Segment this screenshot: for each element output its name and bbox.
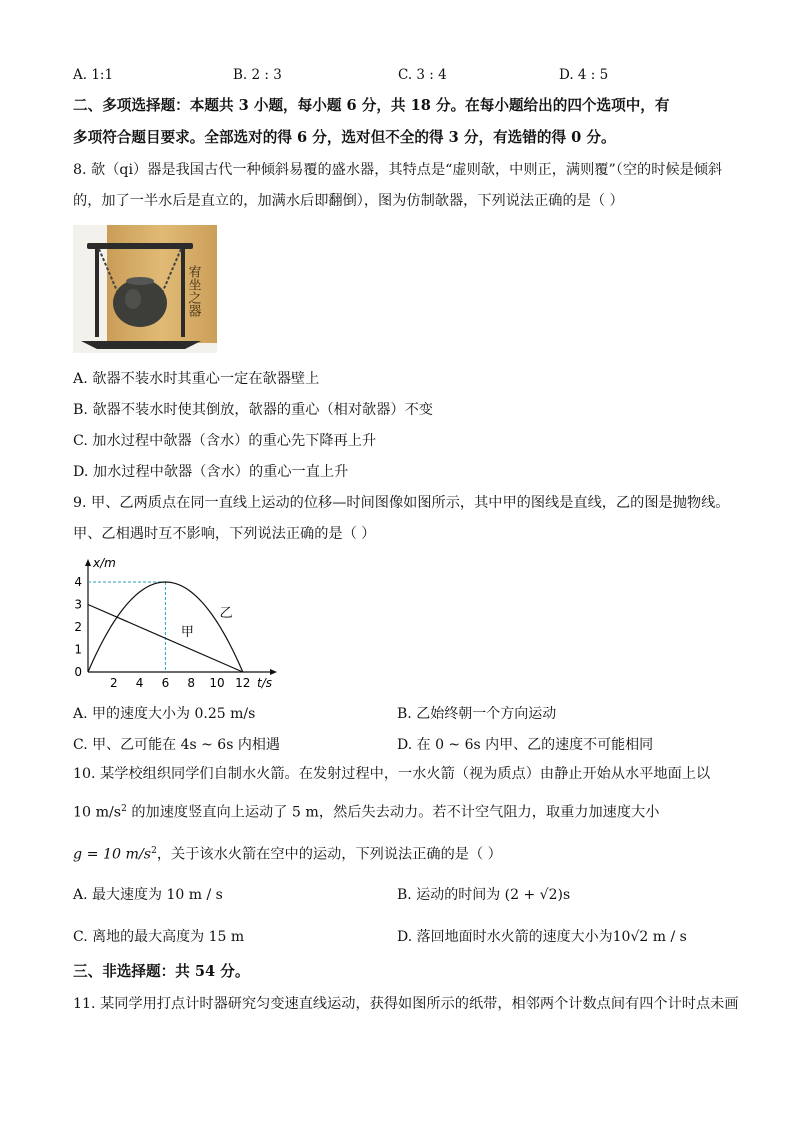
series-jia-label: 甲: [180, 625, 194, 640]
q10-option-d-math: 10√2 m / s: [612, 929, 687, 945]
calligraphy-label: [186, 265, 202, 318]
q11-stem-line1: 11. 某同学用打点计时器研究匀变速直线运动，获得如图所示的纸带，相邻两个计数点间有四个计时点未画: [73, 996, 739, 1012]
q10-stem-line2: 10 $m/s^2$ 的加速度竖直向上运动了 5 m，然后失去动力。若不计空气阻力，取重力加速度大小: [73, 804, 660, 821]
position-time-graph: [70, 555, 282, 695]
x-tick-label: 12: [235, 676, 251, 690]
q8-option-d: D. 加水过程中欹器（含水）的重心一直上升: [73, 464, 349, 480]
q9-option-a: A. 甲的速度大小为 0.25 m/s: [73, 706, 256, 722]
q9-option-c: C. 甲、乙可能在 4s ~ 6s 内相遇: [73, 737, 280, 753]
q8-stem-line1: 8. 欹（qi）器是我国古代一种倾斜易覆的盛水器，其特点是“虚则欹，中则正，满则覆”（空的时候是倾斜: [73, 162, 723, 178]
y-tick-label: 2: [74, 620, 82, 634]
q8-option-b: B. 欹器不装水时使其倒放，欹器的重心（相对欹器）不变: [73, 402, 433, 418]
y-tick-label: 3: [74, 597, 82, 612]
x-tick-label: 2: [109, 676, 118, 690]
svg-text:宥坐之器: 宥坐之器: [185, 265, 201, 317]
x-tick-label: 10: [209, 676, 225, 690]
x-axis-label: t/s: [257, 676, 272, 690]
q9-option-d: D. 在 0 ~ 6s 内甲、乙的速度不可能相同: [397, 737, 654, 753]
q10-option-c: C. 离地的最大高度为 15 m: [73, 929, 245, 945]
q8-option-c: C. 加水过程中欹器（含水）的重心先下降再上升: [73, 433, 377, 449]
q9-stem-line1: 9. 甲、乙两质点在同一直线上运动的位移—时间图像如图所示，其中甲的图线是直线，乙的图是抛物线。: [73, 495, 730, 511]
x-tick-label: 6: [161, 676, 170, 690]
x-tick-label: 4: [135, 676, 144, 690]
q9-option-b: B. 乙始终朝一个方向运动: [397, 706, 557, 722]
q10-stem-line3: g = 10 $m/s^2$，关于该水火箭在空中的运动，下列说法正确的是（ ）: [73, 846, 502, 863]
section3-title: 三、非选择题：共 54 分。: [73, 963, 250, 980]
q8-stem-line2: 的，加了一半水后是直立的，加满水后即翻倒），图为仿制欹器，下列说法正确的是（ ）: [73, 193, 624, 209]
y-tick-label: 0: [74, 665, 82, 679]
q10-option-a: A. 最大速度为 10 m / s: [73, 887, 223, 903]
q7-option-c: C. 3 : 4: [398, 67, 447, 83]
x-tick-label: 8: [187, 676, 196, 690]
q10-gravity-value: g = 10 m/s: [73, 846, 152, 863]
y-axis-arrow: [85, 559, 91, 566]
q7-option-a: A. 1:1: [73, 67, 114, 83]
q7-option-b: B. 2 : 3: [233, 67, 282, 83]
q10-option-b-math: (2 + √2)s: [504, 887, 571, 903]
x-axis-arrow: [270, 669, 277, 675]
q10-option-b: B. 运动的时间为 (2 + √2)s: [397, 887, 571, 903]
section2-instructions-line1: 二、多项选择题：本题共 3 小题，每小题 6 分，共 18 分。在每小题给出的四个选项中，有: [73, 97, 670, 114]
q7-option-d: D. 4 : 5: [559, 67, 609, 83]
q9-stem-line2: 甲、乙相遇时互不影响，下列说法正确的是（ ）: [73, 526, 376, 542]
q10-stem-line1: 10. 某学校组织同学们自制水火箭。在发射过程中，一水火箭（视为质点）由静止开始从水平地面上以: [73, 766, 711, 782]
y-tick-label: 4: [74, 575, 82, 589]
section2-instructions-line2: 多项符合题目要求。全部选对的得 6 分，选对但不全的得 3 分，有选错的得 0 分。: [73, 129, 616, 146]
q8-option-a: A. 欹器不装水时其重心一定在欹器壁上: [73, 371, 320, 387]
series-yi-label: 乙: [219, 605, 233, 621]
qi-vessel-photo: [73, 225, 217, 353]
q10-option-d: D. 落回地面时水火箭的速度大小为10√2 m / s: [397, 929, 687, 945]
y-axis-label: x/m: [93, 556, 116, 570]
y-tick-label: 1: [74, 642, 82, 657]
q10-acceleration-value: 10 m/s: [73, 804, 122, 821]
